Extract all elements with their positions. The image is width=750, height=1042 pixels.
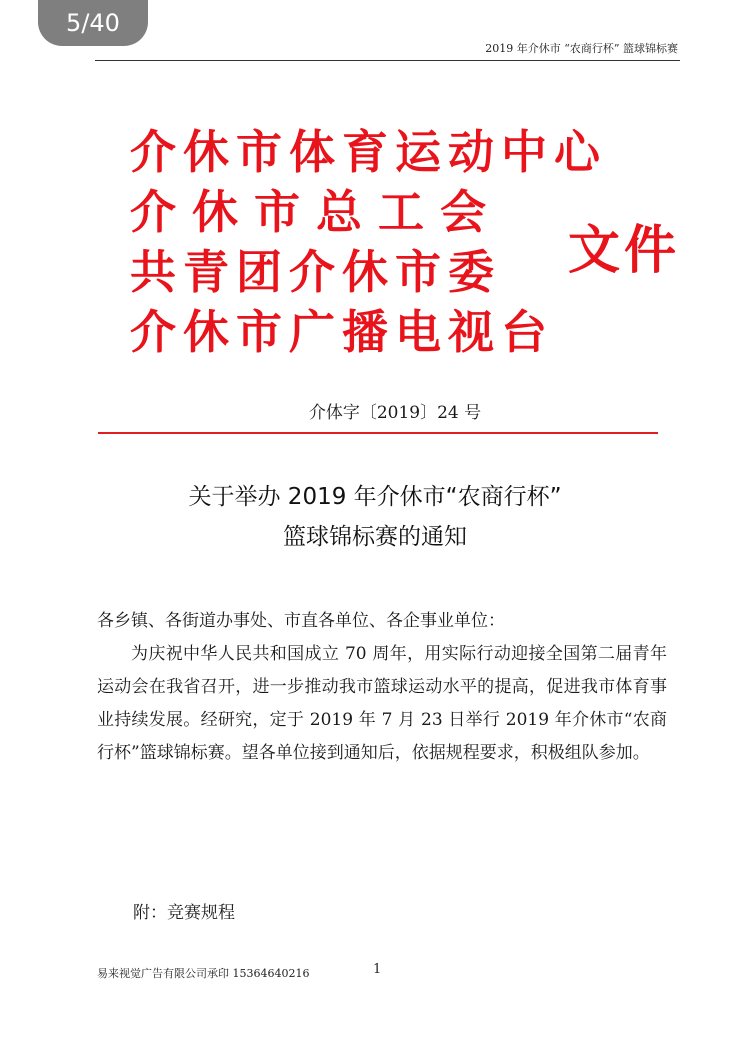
org-line-sports-center: 介休市体育运动中心 xyxy=(130,125,607,179)
red-divider xyxy=(98,432,658,434)
printer-footer: 易来视觉广告有限公司承印 15364640216 xyxy=(97,967,310,980)
title-line-1: 关于举办 2019 年介休市“农商行杯” xyxy=(188,484,562,510)
letterhead-orgs xyxy=(130,122,607,362)
letterhead-suffix: 文件 xyxy=(568,221,681,281)
document-body xyxy=(97,605,667,770)
document-title xyxy=(0,477,750,557)
org-line-youth-league: 共青团介休市委 xyxy=(130,245,501,299)
org-line-trade-union: 介 休 市 总 工 会 xyxy=(130,185,487,239)
salutation: 各乡镇、各街道办事处、市直各单位、各企事业单位： xyxy=(97,611,505,631)
attachment-note: 附：竞赛规程 xyxy=(133,903,235,923)
document-number: 介体字〔2019〕24 号 xyxy=(308,403,482,423)
header-rule xyxy=(95,60,680,61)
running-header: 2019 年介休市 “农商行杯” 篮球锦标赛 xyxy=(485,42,678,55)
org-line-broadcast: 介休市广播电视台 xyxy=(130,305,554,359)
title-line-2: 篮球锦标赛的通知 xyxy=(283,524,467,550)
page-indicator: 5/40 xyxy=(38,0,148,46)
body-paragraph: 为庆祝中华人民共和国成立 70 周年，用实际行动迎接全国第二届青年运动会在我省召开，进一步推动我市篮球运动水平的提高，促进我市体育事业持续发展。经研究，定于 2019 年 7 月 23 日举行 2019 年介休市“农商行杯”篮球锦标赛。望各单位接到通知后，依据规程要求，积极组队参加。 xyxy=(97,644,667,763)
page-number: 1 xyxy=(373,962,382,977)
